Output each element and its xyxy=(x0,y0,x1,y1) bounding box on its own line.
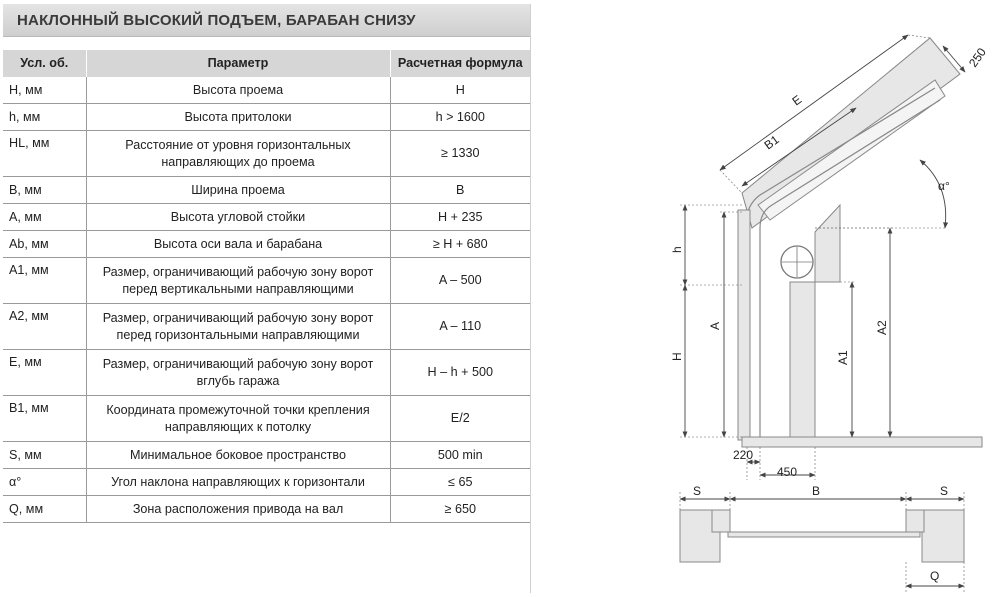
label-S-right: S xyxy=(940,484,949,498)
parameter-cell: Размер, ограничивающий рабочую зону ворот перед горизонтальными направляющими xyxy=(86,304,390,350)
symbol-cell: H, мм xyxy=(3,77,86,104)
formula-cell: ≥ H + 680 xyxy=(390,231,530,258)
label-A1: A1 xyxy=(836,350,850,365)
parameter-cell: Высота оси вала и барабана xyxy=(86,231,390,258)
symbol-cell: B1, мм xyxy=(3,396,86,442)
label-A2: A2 xyxy=(875,320,889,335)
symbol-cell: Ab, мм xyxy=(3,231,86,258)
parameter-cell: Зона расположения привода на вал xyxy=(86,496,390,523)
side-view xyxy=(738,38,982,447)
label-E: E xyxy=(789,92,805,109)
table-row xyxy=(3,304,530,350)
formula-cell: A – 110 xyxy=(390,304,530,350)
parameter-cell: Высота угловой стойки xyxy=(86,204,390,231)
table-row xyxy=(3,258,530,304)
symbol-cell: h, мм xyxy=(3,104,86,131)
parameter-cell: Высота притолоки xyxy=(86,104,390,131)
door-diagram xyxy=(540,0,1000,597)
formula-cell: E/2 xyxy=(390,396,530,442)
back-wall xyxy=(790,205,840,437)
symbol-cell: A2, мм xyxy=(3,304,86,350)
panel-divider xyxy=(530,4,531,593)
label-250: 250 xyxy=(965,45,989,70)
symbol-cell: Q, мм xyxy=(3,496,86,523)
symbol-cell: B, мм xyxy=(3,177,86,204)
label-h: h xyxy=(670,246,684,253)
formula-cell: H + 235 xyxy=(390,204,530,231)
table-row xyxy=(3,231,530,258)
label-H: H xyxy=(670,352,684,361)
inclined-guide-rail xyxy=(758,80,945,220)
plan-view xyxy=(680,510,964,562)
parameter-cell: Минимальное боковое пространство xyxy=(86,442,390,469)
table-row xyxy=(3,469,530,496)
parameter-cell: Угол наклона направляющих к горизонтали xyxy=(86,469,390,496)
table-row xyxy=(3,442,530,469)
door-leaf xyxy=(728,532,920,537)
right-post-block xyxy=(906,510,924,532)
table-row xyxy=(3,396,530,442)
label-B1: B1 xyxy=(761,132,782,153)
dim-alpha xyxy=(920,160,946,228)
parameter-cell: Высота проема xyxy=(86,77,390,104)
symbol-cell: S, мм xyxy=(3,442,86,469)
left-post-block xyxy=(712,510,730,532)
label-B: B xyxy=(812,484,821,498)
floor-slab xyxy=(742,437,982,447)
label-Q: Q xyxy=(930,569,940,583)
formula-cell: H – h + 500 xyxy=(390,350,530,396)
label-A: A xyxy=(708,321,722,330)
parameters-table xyxy=(3,50,530,523)
formula-cell: A – 500 xyxy=(390,258,530,304)
table-row xyxy=(3,131,530,177)
formula-cell: ≥ 1330 xyxy=(390,131,530,177)
parameter-cell: Размер, ограничивающий рабочую зону ворот перед вертикальными направляющими xyxy=(86,258,390,304)
table-header-row xyxy=(3,50,530,77)
table-row xyxy=(3,177,530,204)
label-S-left: S xyxy=(693,484,702,498)
parameter-cell: Расстояние от уровня горизонтальных направляющих до проема xyxy=(86,131,390,177)
table-row xyxy=(3,350,530,396)
ext-line xyxy=(720,170,742,193)
formula-cell: ≤ 65 xyxy=(390,469,530,496)
corner-post xyxy=(738,210,750,440)
parameter-cell: Координата промежуточной точки крепления направляющих к потолку xyxy=(86,396,390,442)
formula-cell: B xyxy=(390,177,530,204)
symbol-cell: A1, мм xyxy=(3,258,86,304)
page-title: НАКЛОННЫЙ ВЫСОКИЙ ПОДЪЕМ, БАРАБАН СНИЗУ xyxy=(3,4,530,37)
symbol-cell: E, мм xyxy=(3,350,86,396)
table-row xyxy=(3,104,530,131)
table-row xyxy=(3,77,530,104)
label-450: 450 xyxy=(777,465,798,479)
symbol-cell: α° xyxy=(3,469,86,496)
label-alpha: α° xyxy=(938,179,950,193)
ext-line xyxy=(908,35,930,38)
plan-extension-lines xyxy=(680,492,964,592)
formula-cell: h > 1600 xyxy=(390,104,530,131)
column-header-parameter: Параметр xyxy=(86,50,390,77)
column-header-symbol: Усл. об. xyxy=(3,50,86,77)
right-wall-block xyxy=(922,510,964,562)
column-header-formula: Расчетная формула xyxy=(390,50,530,77)
symbol-cell: A, мм xyxy=(3,204,86,231)
parameter-cell: Ширина проема xyxy=(86,177,390,204)
parameter-cell: Размер, ограничивающий рабочую зону ворот вглубь гаража xyxy=(86,350,390,396)
label-220: 220 xyxy=(733,448,754,462)
symbol-cell: HL, мм xyxy=(3,131,86,177)
formula-cell: ≥ 650 xyxy=(390,496,530,523)
table-row xyxy=(3,496,530,523)
formula-cell: H xyxy=(390,77,530,104)
formula-cell: 500 min xyxy=(390,442,530,469)
table-row xyxy=(3,204,530,231)
